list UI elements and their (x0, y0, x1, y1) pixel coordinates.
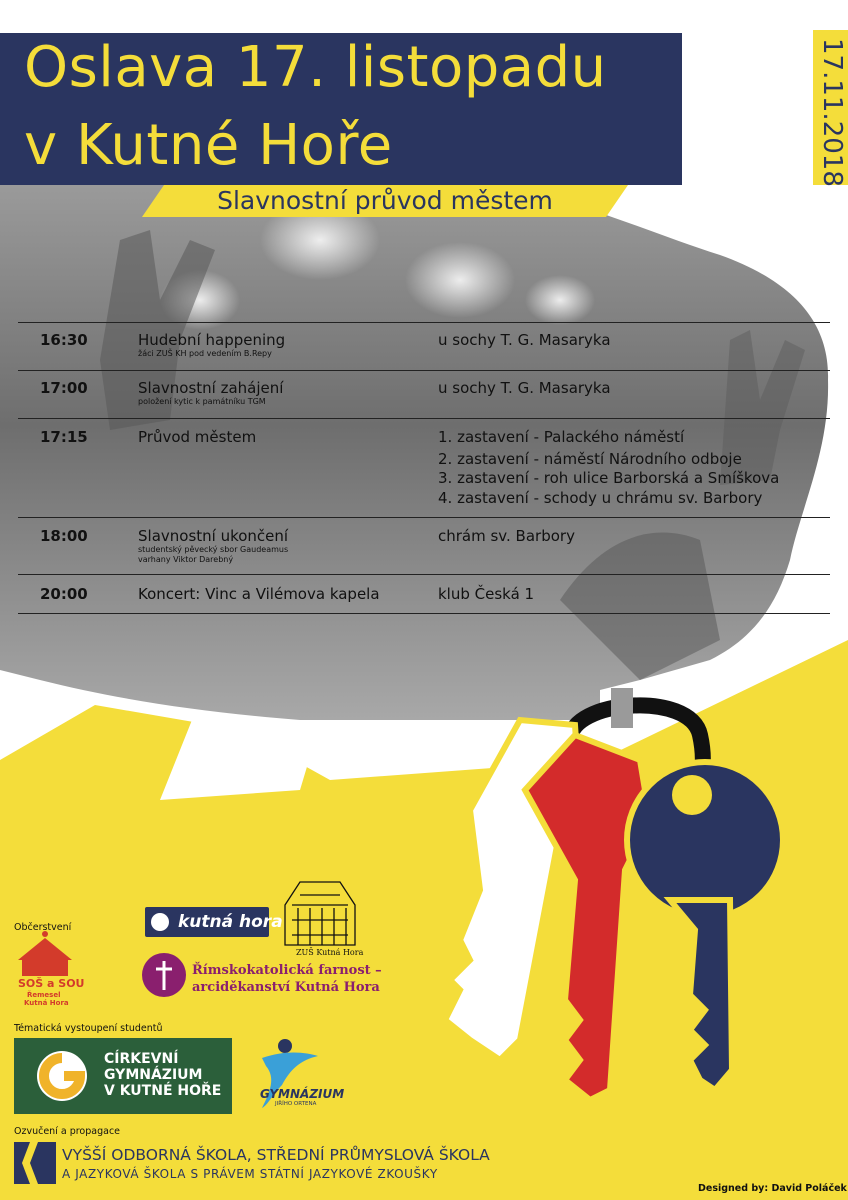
designer-credit: Designed by: David Poláček (698, 1183, 847, 1194)
program-stop: 2. zastavení - náměstí Národního odboje (438, 450, 742, 468)
poster-title-line2: v Kutné Hoře (24, 113, 393, 178)
students-label: Tématická vystoupení studentů (14, 1023, 163, 1034)
event-date: 17.11.2018 (817, 38, 847, 187)
program-time: 17:00 (40, 379, 88, 397)
sos-logo-text: Kutná Hora (24, 999, 69, 1007)
farnost-line2: arciděkanství Kutná Hora (192, 980, 380, 995)
program-time: 18:00 (40, 527, 88, 545)
program-time: 16:30 (40, 331, 88, 349)
program-event: Slavnostní ukončení (138, 527, 289, 545)
kutna-hora-emblem-icon (151, 913, 169, 931)
gymnazium-logo-sub: JIŘÍHO ORTENA (275, 1101, 317, 1107)
program-note: žáci ZUŠ KH pod vedením B.Repy (138, 349, 272, 358)
row-divider (18, 370, 830, 371)
cg-logo-text: GYMNÁZIUM (104, 1067, 203, 1083)
poster-title-line1: Oslava 17. listopadu (24, 35, 607, 100)
farnost-line1: Římskokatolická farnost – (192, 963, 382, 978)
program-note: studentský pěvecký sbor Gaudeamus (138, 545, 289, 554)
sos-logo-text: Řemesel (27, 991, 61, 999)
vos-logo-line1: VYŠŠÍ ODBORNÁ ŠKOLA, STŘEDNÍ PRŮMYSLOVÁ ŠKOLA (62, 1146, 490, 1164)
poster-subtitle: Slavnostní průvod městem (217, 186, 553, 215)
program-stop: 1. zastavení - Palackého náměstí (438, 428, 685, 446)
row-divider (18, 613, 830, 614)
program-place: chrám sv. Barbory (438, 527, 575, 545)
sound-label: Ozvučení a propagace (14, 1126, 121, 1137)
program-place: u sochy T. G. Masaryka (438, 331, 611, 349)
refreshments-label: Občerstvení (14, 922, 72, 933)
program-note: položení kytic k památníku TGM (138, 397, 266, 406)
program-time: 17:15 (40, 428, 88, 446)
program-place: klub Česká 1 (438, 585, 535, 603)
row-divider (18, 418, 830, 419)
row-divider (18, 322, 830, 323)
program-stop: 4. zastavení - schody u chrámu sv. Barbory (438, 489, 763, 507)
row-divider (18, 574, 830, 575)
zus-caption: ZUŠ Kutná Hora (296, 948, 364, 957)
program-time: 20:00 (40, 585, 88, 603)
program-event: Průvod městem (138, 428, 257, 446)
vos-logo-line2: A JAZYKOVÁ ŠKOLA S PRÁVEM STÁTNÍ JAZYKOVÉ ZKOUŠKY (62, 1167, 438, 1181)
cg-logo-text: CÍRKEVNÍ (104, 1051, 179, 1067)
kutna-hora-logo-text: kutná hora (178, 912, 283, 932)
cg-logo-text: V KUTNÉ HOŘE (104, 1083, 222, 1099)
program-note: varhany Viktor Darebný (138, 555, 234, 564)
gymnazium-logo-text: GYMNÁZIUM (260, 1087, 345, 1101)
program-event: Hudební happening (138, 331, 286, 349)
program-event: Koncert: Vinc a Vilémova kapela (138, 585, 380, 603)
program-place: u sochy T. G. Masaryka (438, 379, 611, 397)
cg-g-icon (36, 1050, 88, 1102)
program-event: Slavnostní zahájení (138, 379, 284, 397)
row-divider (18, 517, 830, 518)
program-stop: 3. zastavení - roh ulice Barborská a Smíškova (438, 469, 780, 487)
sos-logo-text: SOŠ a SOU (18, 977, 85, 990)
